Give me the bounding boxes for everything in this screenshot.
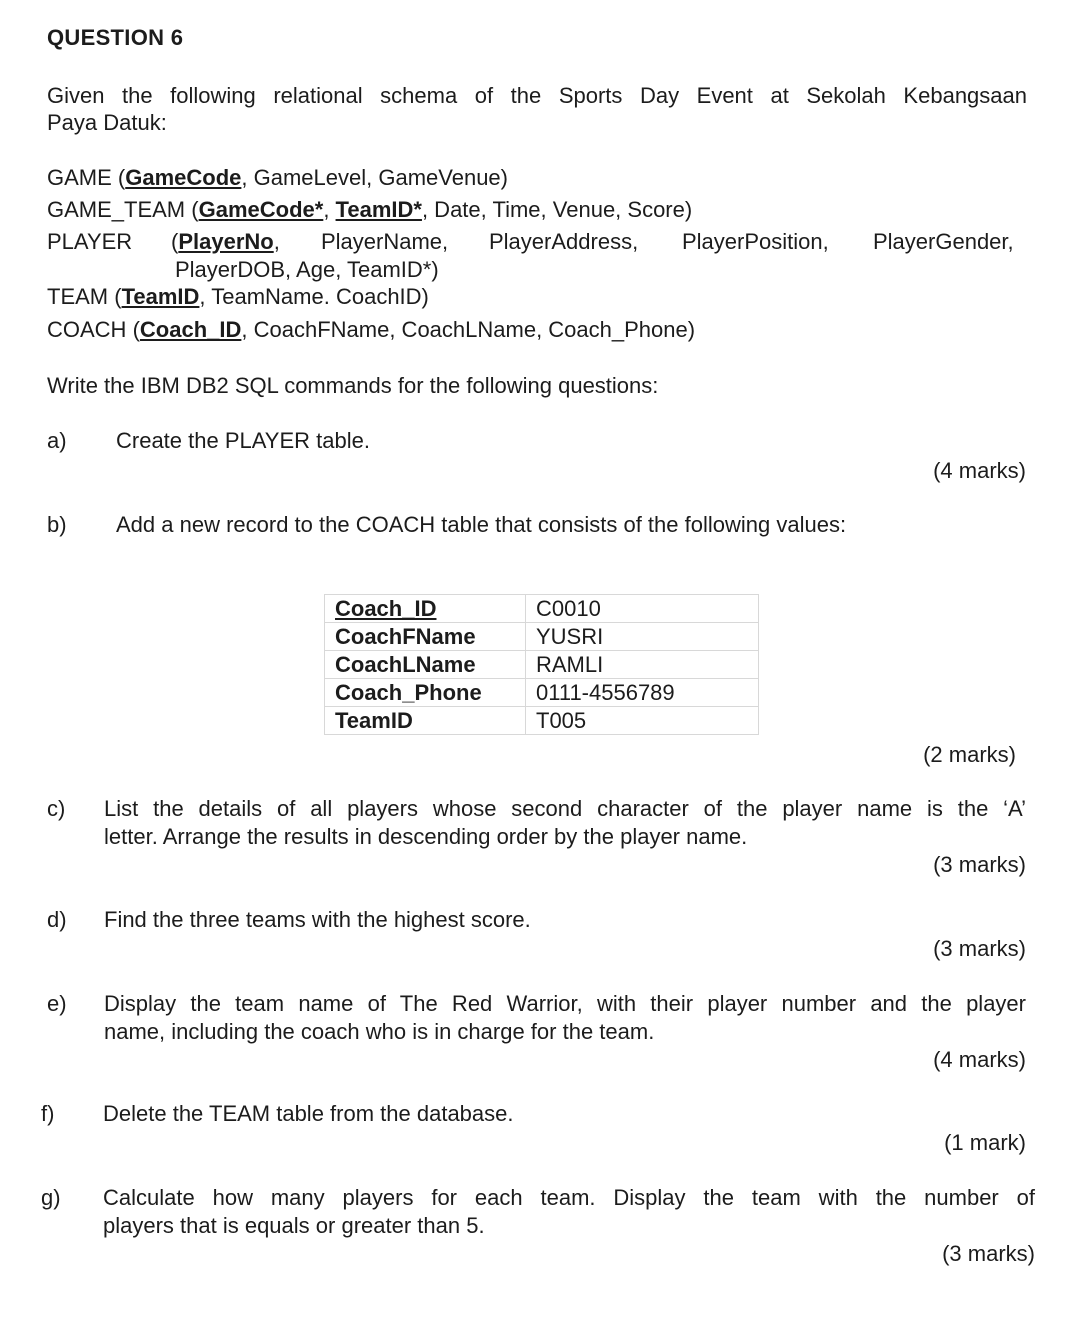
schema-player-field-3: PlayerPosition, [682,229,829,254]
question-c-line-1: List the details of all players whose second character of the player name is the ‘A’ [104,796,1026,821]
question-f-label: f) [41,1101,55,1126]
schema-team-pk: TeamID [121,284,200,309]
question-d-marks: (3 marks) [933,936,1026,961]
coach-record-value: YUSRI [526,623,759,651]
question-f-marks: (1 mark) [944,1130,1026,1155]
coach-record-value: RAMLI [526,651,759,679]
coach-record-value: C0010 [526,595,759,623]
schema-player-line-2: PlayerDOB, Age, TeamID*) [175,257,439,282]
coach-record-row [325,707,759,735]
schema-game-team-sep: , [323,197,336,222]
coach-record-value: T005 [526,707,759,735]
schema-coach-name: COACH [47,317,127,342]
coach-record-table [324,594,759,735]
schema-player-pk-group: (PlayerNo, [171,229,280,254]
question-d-text: Find the three teams with the highest score. [104,907,531,932]
schema-game-name: GAME [47,165,112,190]
coach-record-row [325,595,759,623]
question-g-line-2: players that is equals or greater than 5. [103,1213,485,1238]
instruction: Write the IBM DB2 SQL commands for the following questions: [47,373,659,398]
question-g-marks: (3 marks) [942,1241,1035,1266]
schema-player-name: PLAYER [47,229,133,254]
question-e-label: e) [47,991,67,1016]
schema-game-team-name: GAME_TEAM [47,197,186,222]
question-d-label: d) [47,907,67,932]
coach-record-field: Coach_ID [325,595,526,623]
coach-record-row [325,623,759,651]
schema-player-pk: PlayerNo [178,229,274,254]
coach-record-field: TeamID [325,707,526,735]
schema-coach-rest: , CoachFName, CoachLName, Coach_Phone) [241,317,696,342]
intro-line-1: Given the following relational schema of the Sports Day Event at Sekolah Kebangsaan [47,83,1027,108]
schema-player-field-2: PlayerAddress, [489,229,639,254]
schema-game-pk: GameCode [125,165,242,190]
coach-record-value: 0111-4556789 [526,679,759,707]
question-e-line-2: name, including the coach who is in charge for the team. [104,1019,655,1044]
question-e-marks: (4 marks) [933,1047,1026,1072]
schema-team-rest: , TeamName. CoachID) [199,284,429,309]
schema-game-team-pk1: GameCode* [198,197,324,222]
question-a-text: Create the PLAYER table. [116,428,370,453]
question-c-line-2: letter. Arrange the results in descending order by the player name. [104,824,748,849]
coach-record-field: CoachFName [325,623,526,651]
question-b-label: b) [47,512,67,537]
schema-game-team-pk2: TeamID* [335,197,422,222]
schema-coach: COACH (Coach_ID, CoachFName, CoachLName, Coach_Phone) [47,317,696,342]
schema-game-rest: , GameLevel, GameVenue) [241,165,508,190]
schema-team: TEAM (TeamID, TeamName. CoachID) [47,284,429,309]
coach-record-field: Coach_Phone [325,679,526,707]
coach-record-row [325,679,759,707]
schema-game-team-rest: , Date, Time, Venue, Score) [421,197,693,222]
coach-record-row [325,651,759,679]
schema-player-field-1: PlayerName, [321,229,449,254]
schema-coach-pk: Coach_ID [139,317,242,342]
coach-record-field: CoachLName [325,651,526,679]
question-f-text: Delete the TEAM table from the database. [103,1101,514,1126]
question-a-label: a) [47,428,67,453]
question-g-line-1: Calculate how many players for each team. Display the team with the number of [103,1185,1035,1210]
intro-line-2: Paya Datuk: [47,110,167,135]
schema-game: GAME (GameCode, GameLevel, GameVenue) [47,165,508,190]
question-g-label: g) [41,1185,61,1210]
question-b-text: Add a new record to the COACH table that consists of the following values: [116,512,847,537]
question-a-marks: (4 marks) [933,458,1026,483]
question-c-label: c) [47,796,66,821]
question-c-marks: (3 marks) [933,852,1026,877]
question-e-line-1: Display the team name of The Red Warrior, with their player number and the player [104,991,1026,1016]
schema-team-name: TEAM [47,284,109,309]
question-heading: QUESTION 6 [47,25,184,50]
schema-player-field-4: PlayerGender, [873,229,1014,254]
question-b-marks: (2 marks) [923,742,1016,767]
schema-game-team: GAME_TEAM (GameCode*, TeamID*, Date, Time, Venue, Score) [47,197,693,222]
